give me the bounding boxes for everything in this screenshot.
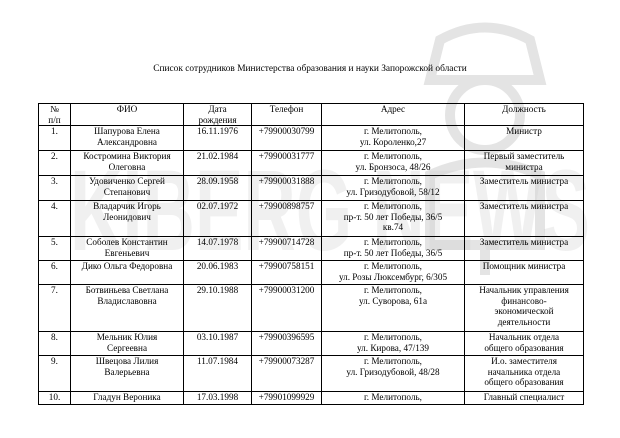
header-name: ФИО <box>71 104 184 126</box>
cell-phone: +79901099929 <box>252 392 322 405</box>
cell-dob: 16.11.1976 <box>184 126 252 151</box>
table-row <box>39 285 584 332</box>
cell-number: 4. <box>39 201 71 237</box>
cell-address: г. Мелитополь, <box>322 392 465 405</box>
cell-phone: +79900758151 <box>252 261 322 285</box>
table-row <box>39 261 584 285</box>
cell-address: г. Мелитополь, пр-т. 50 лет Победы, 36/5 кв.74 <box>322 201 465 237</box>
cell-number: 7. <box>39 285 71 332</box>
cell-name: Ботвиньева Светлана Владиславовна <box>71 285 184 332</box>
cell-address: г. Мелитополь, ул. Гризодубовой, 58/12 <box>322 176 465 201</box>
cell-number: 6. <box>39 261 71 285</box>
cell-position: Главный специалист <box>465 392 584 405</box>
cell-phone: +79900073287 <box>252 356 322 392</box>
cell-position: Заместитель министра <box>465 176 584 201</box>
cell-dob: 11.07.1984 <box>184 356 252 392</box>
table-row <box>39 392 584 405</box>
table-header-row <box>39 104 584 126</box>
cell-phone: +79900396595 <box>252 332 322 356</box>
cell-address: г. Мелитополь, ул. Гризодубовой, 48/28 <box>322 356 465 392</box>
header-address: Адрес <box>322 104 465 126</box>
cell-dob: 20.06.1983 <box>184 261 252 285</box>
cell-address: г. Мелитополь, ул. Бронзоса, 48/26 <box>322 151 465 176</box>
cell-number: 5. <box>39 237 71 261</box>
table-row <box>39 237 584 261</box>
cell-dob: 03.10.1987 <box>184 332 252 356</box>
table-row <box>39 356 584 392</box>
header-position: Должность <box>465 104 584 126</box>
cell-name: Швецова Лилия Валерьевна <box>71 356 184 392</box>
header-number: № п/п <box>39 104 71 126</box>
cell-phone: +79900898757 <box>252 201 322 237</box>
cell-position: Заместитель министра <box>465 201 584 237</box>
table-row <box>39 176 584 201</box>
table-row <box>39 332 584 356</box>
cell-phone: +79900714728 <box>252 237 322 261</box>
cell-position: Начальник отдела общего образования <box>465 332 584 356</box>
cell-address: г. Мелитополь, пр-т. 50 лет Победы, 36/5 <box>322 237 465 261</box>
cell-name: Мельник Юлия Сергеевна <box>71 332 184 356</box>
cell-address: г. Мелитополь, ул. Короленко,27 <box>322 126 465 151</box>
cell-name: Костромина Виктория Олеговна <box>71 151 184 176</box>
cell-phone: +79900031888 <box>252 176 322 201</box>
cell-dob: 29.10.1988 <box>184 285 252 332</box>
cell-number: 3. <box>39 176 71 201</box>
header-phone: Телефон <box>252 104 322 126</box>
watermark-text: KIBERG NEWS <box>70 147 590 275</box>
cell-dob: 21.02.1984 <box>184 151 252 176</box>
document-title: Список сотрудников Министерства образования и науки Запорожской области <box>153 64 467 74</box>
cell-dob: 28.09.1958 <box>184 176 252 201</box>
cell-number: 1. <box>39 126 71 151</box>
cell-dob: 14.07.1978 <box>184 237 252 261</box>
cell-position: Начальник управления финансово- экономической деятельности <box>465 285 584 332</box>
table-row <box>39 201 584 237</box>
cell-position: Министр <box>465 126 584 151</box>
cell-position: И.о. заместителя начальника отдела общего образования <box>465 356 584 392</box>
cell-position: Заместитель министра <box>465 237 584 261</box>
cell-phone: +79900030799 <box>252 126 322 151</box>
cell-address: г. Мелитополь, ул. Суворова, 61а <box>322 285 465 332</box>
cell-name: Владарчик Игорь Леонидович <box>71 201 184 237</box>
cell-number: 9. <box>39 356 71 392</box>
cell-number: 8. <box>39 332 71 356</box>
cell-name: Соболев Константин Евгеньевич <box>71 237 184 261</box>
table-row <box>39 151 584 176</box>
cell-dob: 17.03.1998 <box>184 392 252 405</box>
cell-address: г. Мелитополь, ул. Розы Люксембург, 6/305 <box>322 261 465 285</box>
cell-position: Помощник министра <box>465 261 584 285</box>
cell-phone: +79900031200 <box>252 285 322 332</box>
cell-number: 2. <box>39 151 71 176</box>
cell-name: Удовиченко Сергей Степанович <box>71 176 184 201</box>
cell-number: 10. <box>39 392 71 405</box>
cell-name: Гладун Вероника <box>71 392 184 405</box>
cell-dob: 02.07.1972 <box>184 201 252 237</box>
staff-table <box>38 103 584 405</box>
cell-name: Шапурова Елена Александровна <box>71 126 184 151</box>
cell-name: Дико Ольга Федоровна <box>71 261 184 285</box>
cell-position: Первый заместитель министра <box>465 151 584 176</box>
header-dob: Дата рождения <box>184 104 252 126</box>
table-row <box>39 126 584 151</box>
cell-address: г. Мелитополь, ул. Кирова, 47/139 <box>322 332 465 356</box>
cell-phone: +79900031777 <box>252 151 322 176</box>
